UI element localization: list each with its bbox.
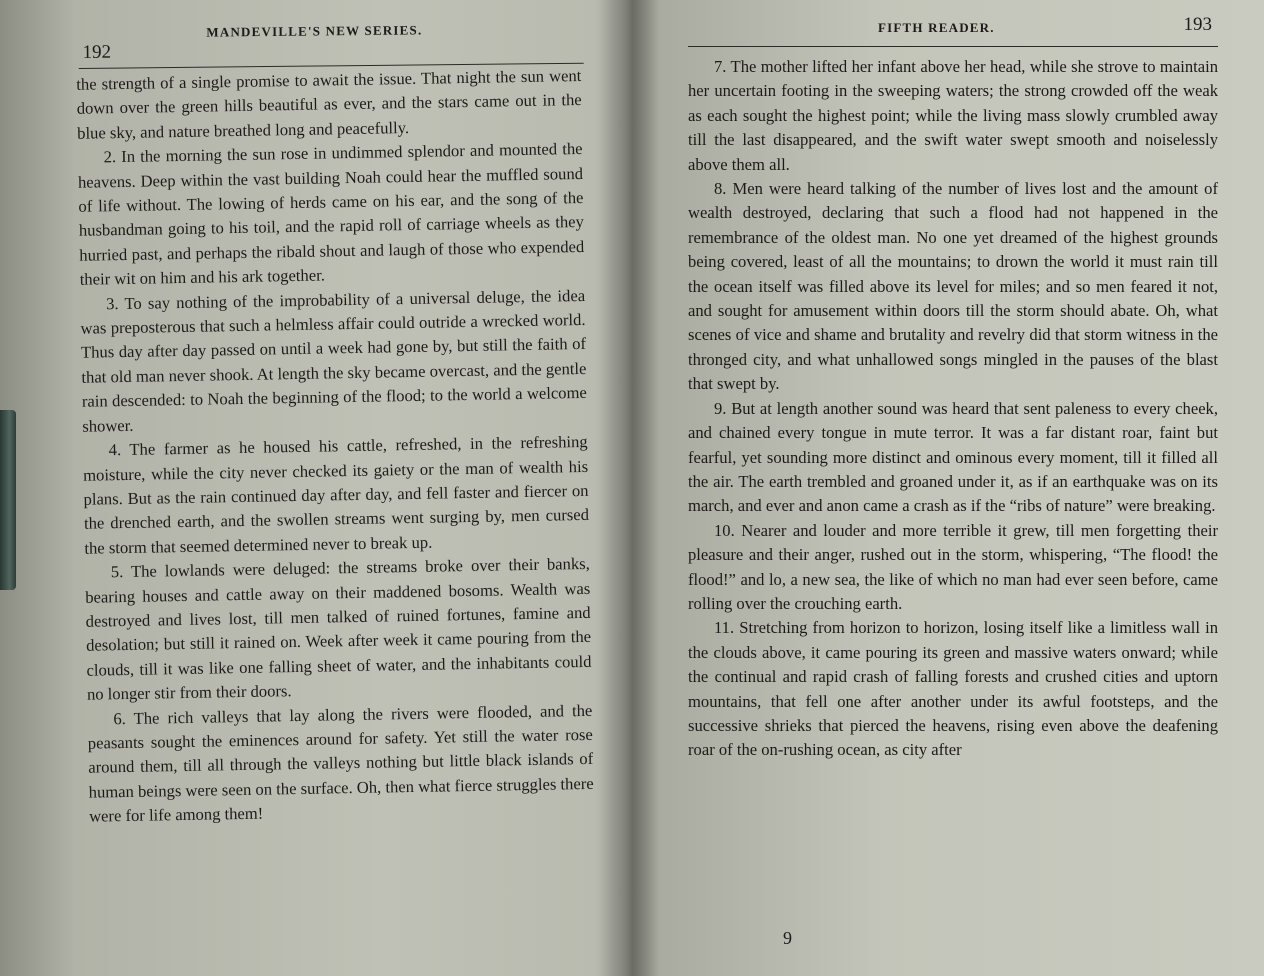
right-running-head bbox=[688, 0, 1218, 47]
book-gutter bbox=[600, 0, 660, 976]
paragraph-4: 4. The farmer as he housed his cattle, refreshed, in the refreshing moisture, while the city never checked its gaiety or the man of wealth his plans. But as the rain continued day after day, and fell faster and fiercer on the drenched earth, and the swollen streams went surging by, men cursed the storm that seemed determined never to break up. bbox=[82, 432, 590, 558]
left-page-text bbox=[76, 64, 594, 829]
right-running-title: FIFTH READER. bbox=[878, 20, 995, 35]
left-running-head bbox=[78, 0, 584, 69]
paragraph-5: 5. The lowlands were deluged: the streams broke over their banks, bearing houses and cattle away on their maddened bosoms. Wealth was destroyed and lives lost, till men talked of ruined fortunes, famine and desolation; but still it rained on. Week after week it came pouring from the clouds, till it was like one falling sheet of water, and the inhabitants could no longer stir from their doors. bbox=[85, 554, 592, 704]
binder-clip bbox=[0, 410, 16, 590]
paragraph-8: 8. Men were heard talking of the number of lives lost and the amount of wealth destroyed, declaring that such a flood had not happened in the remembrance of the oldest man. No one yet dreamed of the highest grounds being covered, least of all the mountains; to drown the world it must rain till the ocean itself was filled above its level for miles; and so men feared it not, and sought for amusement within doors till the storm should abate. Oh, what scenes of vice and shame and brutality and revelry did that storm witness in the thronged city, and what unhallowed songs mingled in the pauses of the blast that swept by. bbox=[688, 179, 1218, 394]
right-page-number: 193 bbox=[1183, 14, 1212, 35]
paragraph-6: 6. The rich valleys that lay along the rivers were flooded, and the peasants sought the eminences around for safety. Yet still the water rose around them, till all through the valleys nothing but little black islands of human beings were seen on the surface. Oh, then what fierce struggles there were for life among them! bbox=[87, 700, 594, 826]
left-running-title: MANDEVILLE'S NEW SERIES. bbox=[206, 22, 423, 40]
paragraph-11: 11. Stretching from horizon to horizon, losing itself like a limitless wall in the clouds above, it came pouring its green and massive waters onward; while the continual and rapid crash of falling forests and crushed cities and uptorn mountains, that fell one after another under its awful footsteps, and the successive shrieks that pierced the heavens, rising even above the deafening roar of the on-rushing ocean, as city after bbox=[688, 618, 1218, 760]
paragraph-9: 9. But at length another sound was heard that sent paleness to every cheek, and chained every tongue in mute terror. It was a far distant roar, faint but fearful, yet sounding more distinct and ominous every moment, till it filled all the air. The earth trembled and groaned under it, as if an earthquake was on its march, and ever and anon came a crash as if the “ribs of nature” were breaking. bbox=[688, 398, 1218, 516]
left-page-number: 192 bbox=[82, 41, 112, 63]
signature-mark: 9 bbox=[783, 928, 792, 948]
paragraph-1-continued: the strength of a single promise to await the issue. That night the sun went down over the green hills beautiful as ever, and the stars came out in the blue sky, and nature breathed long and peacefully. bbox=[76, 65, 582, 143]
paragraph-2: 2. In the morning the sun rose in undimmed splendor and mounted the heavens. Deep within the vast building Noah could hear the muffled sound of life without. The lowing of herds came on his ear, and the song of the husbandman going to his toil, and the rapid roll of carriage wheels as they hurried past, and perhaps the ribald shout and laugh of those who expended their wit on him and his ark together. bbox=[77, 139, 585, 290]
right-page-text bbox=[688, 55, 1218, 763]
paragraph-10: 10. Nearer and louder and more terrible it grew, till men forgetting their pleasure and their anger, rushed out in the storm, whispering, “The flood! the flood!” and lo, a new sea, the like of which no man had ever seen before, came rolling over the crouching earth. bbox=[688, 520, 1218, 613]
paragraph-3: 3. To say nothing of the improbability of a universal deluge, the idea was preposterous that such a helmless affair could outride a wrecked world. Thus day after day passed on until a week had gone by, but still the faith of that old man never shook. At length the sky became overcast, and the gentle rain descended: to Noah the beginning of the flood; to the world a welcome shower. bbox=[80, 285, 587, 436]
left-page bbox=[78, 0, 593, 976]
paragraph-7: 7. The mother lifted her infant above her head, while she strove to maintain her uncertain footing in the sweeping waters; the strong crowded off the weak as each sought the highest point; while the living mass slowly crumbled away till the last disappeared, and the swift water swept smooth and noiselessly above them all. bbox=[688, 57, 1218, 174]
right-page bbox=[688, 0, 1218, 976]
